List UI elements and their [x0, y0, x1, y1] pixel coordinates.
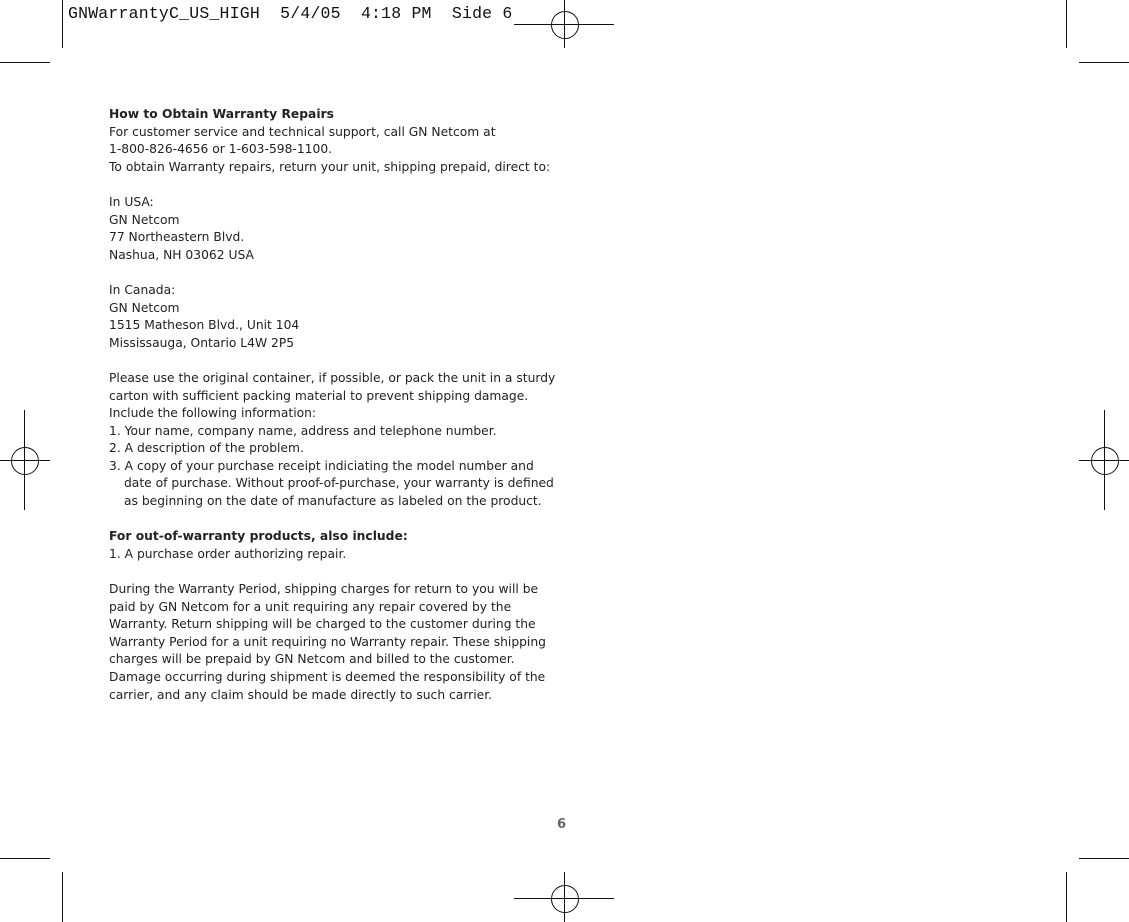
usa-address-block	[109, 194, 579, 264]
info-list-item: 1. Your name, company name, address and telephone number.	[109, 423, 497, 438]
crop-mark-top-left-horizontal	[0, 62, 50, 63]
registration-mark-bottom-circle	[551, 885, 579, 913]
info-list-item: 3. A copy of your purchase receipt indiciating the model number and	[109, 458, 534, 473]
shipping-line: Warranty Period for a unit requiring no Warranty repair. These shipping	[109, 634, 546, 649]
crop-mark-top-left-vertical	[62, 0, 63, 48]
out-of-warranty-list-item: 1. A purchase order authorizing repair.	[109, 546, 347, 561]
address-line: In Canada:	[109, 282, 176, 297]
address-line: 77 Northeastern Blvd.	[109, 230, 245, 245]
shipping-line: carrier, and any claim should be made directly to such carrier.	[109, 687, 493, 702]
warranty-repair-instructions	[109, 106, 579, 704]
packing-line: carton with sufficient packing material to prevent shipping damage.	[109, 388, 529, 403]
crop-mark-top-right-horizontal	[1079, 62, 1129, 63]
address-line: Nashua, NH 03062 USA	[109, 247, 254, 262]
shipping-line: Warranty. Return shipping will be charged to the customer during the	[109, 617, 536, 632]
address-line: 1515 Matheson Blvd., Unit 104	[109, 318, 300, 333]
intro-line: For customer service and technical support, call GN Netcom at	[109, 124, 496, 139]
crop-mark-bottom-left-vertical	[62, 872, 63, 922]
packing-line: Please use the original container, if possible, or pack the unit in a sturdy	[109, 370, 556, 385]
address-line: GN Netcom	[109, 212, 180, 227]
shipping-line: During the Warranty Period, shipping charges for return to you will be	[109, 582, 539, 597]
crop-mark-bottom-right-horizontal	[1079, 858, 1129, 859]
page-number: 6	[557, 817, 567, 832]
crop-mark-bottom-left-horizontal	[0, 858, 50, 859]
info-list-item: 2. A description of the problem.	[109, 441, 304, 456]
info-list-item-continuation: as beginning on the date of manufacture as labeled on the product.	[124, 494, 542, 509]
crop-mark-top-right-vertical	[1066, 0, 1067, 48]
address-line: In USA:	[109, 194, 154, 209]
shipping-line: paid by GN Netcom for a unit requiring any repair covered by the	[109, 599, 512, 614]
address-line: GN Netcom	[109, 300, 180, 315]
registration-mark-left-circle	[11, 447, 39, 475]
shipping-line: Damage occurring during shipment is deemed the responsibility of the	[109, 670, 546, 684]
shipping-line: charges will be prepaid by GN Netcom and billed to the customer.	[109, 652, 515, 667]
print-slug-line: GNWarrantyC_US_HIGH 5/4/05 4:18 PM Side 6	[68, 4, 513, 23]
section-heading: How to Obtain Warranty Repairs	[109, 107, 334, 121]
out-of-warranty-heading: For out-of-warranty products, also include:	[109, 529, 408, 544]
canada-address-block	[109, 282, 579, 352]
registration-mark-top-circle	[551, 11, 579, 39]
intro-line: 1-800-826-4656 or 1-603-598-1100.	[109, 142, 333, 157]
intro-line: To obtain Warranty repairs, return your unit, shipping prepaid, direct to:	[109, 159, 551, 174]
registration-mark-right-circle	[1091, 447, 1119, 475]
address-line: Mississauga, Ontario L4W 2P5	[109, 335, 295, 350]
packing-line: Include the following information:	[109, 406, 317, 421]
crop-mark-bottom-right-vertical	[1066, 872, 1067, 922]
info-list-item-continuation: date of purchase. Without proof-of-purchase, your warranty is defined	[124, 476, 554, 491]
